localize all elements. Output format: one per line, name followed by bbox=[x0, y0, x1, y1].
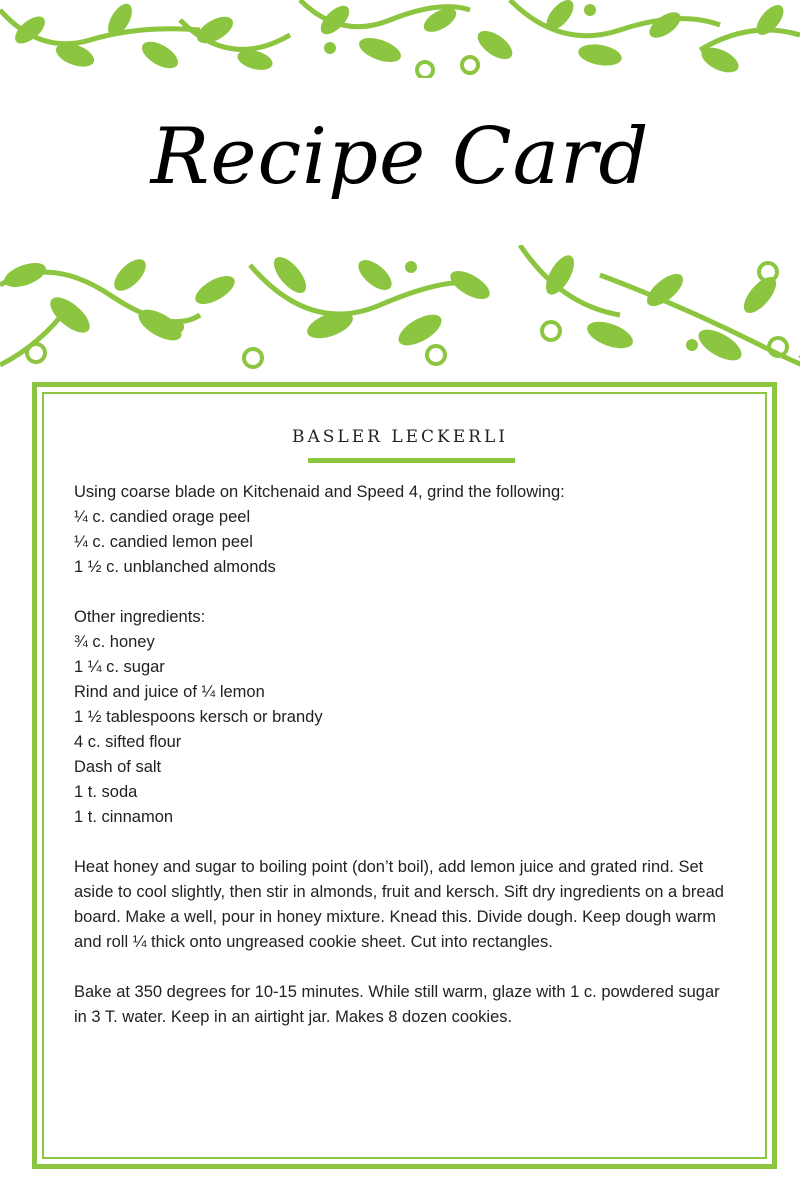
top-leaf-vine-icon bbox=[0, 0, 800, 78]
recipe-body bbox=[74, 480, 734, 1030]
title-underline bbox=[308, 458, 515, 463]
directions-paragraph: Heat honey and sugar to boiling point (don’t boil), add lemon juice and grated rind. Set aside to cool slightly, then stir in almonds, fruit and kersch. Sift dry ingredients on a bread board. Make a well, pour in honey mixture. Knead this. Divide dough. Keep dough warm and roll ¼ thick onto ungreased cookie sheet. Cut into rectangles. bbox=[74, 858, 724, 951]
ingredient-item: 1 ¼ c. sugar bbox=[74, 658, 165, 676]
ingredient-item: Dash of salt bbox=[74, 758, 162, 776]
page-title: Recipe Card bbox=[150, 112, 650, 202]
intro-text: Using coarse blade on Kitchenaid and Speed 4, grind the following: bbox=[74, 483, 565, 501]
ingredient-item: 1 ½ tablespoons kersch or brandy bbox=[74, 708, 323, 726]
ingredient-item: ¼ c. candied orage peel bbox=[74, 508, 251, 526]
recipe-title: BASLER LECKERLI bbox=[292, 427, 508, 447]
ingredient-item: ¼ c. candied lemon peel bbox=[74, 533, 253, 551]
ingredient-item: 1 ½ c. unblanched almonds bbox=[74, 558, 276, 576]
ingredient-item: ¾ c. honey bbox=[74, 633, 155, 651]
ingredient-item: 4 c. sifted flour bbox=[74, 733, 182, 751]
bottom-leaf-vine-icon bbox=[0, 245, 800, 385]
baking-paragraph: Bake at 350 degrees for 10-15 minutes. While still warm, glaze with 1 c. powdered sugar in 3 T. water. Keep in an airtight jar. Makes 8 dozen cookies. bbox=[74, 983, 720, 1026]
ingredient-item: 1 t. soda bbox=[74, 783, 138, 801]
ingredient-item: Rind and juice of ¼ lemon bbox=[74, 683, 265, 701]
other-ingredients-heading: Other ingredients: bbox=[74, 608, 206, 626]
ingredient-item: 1 t. cinnamon bbox=[74, 808, 174, 826]
